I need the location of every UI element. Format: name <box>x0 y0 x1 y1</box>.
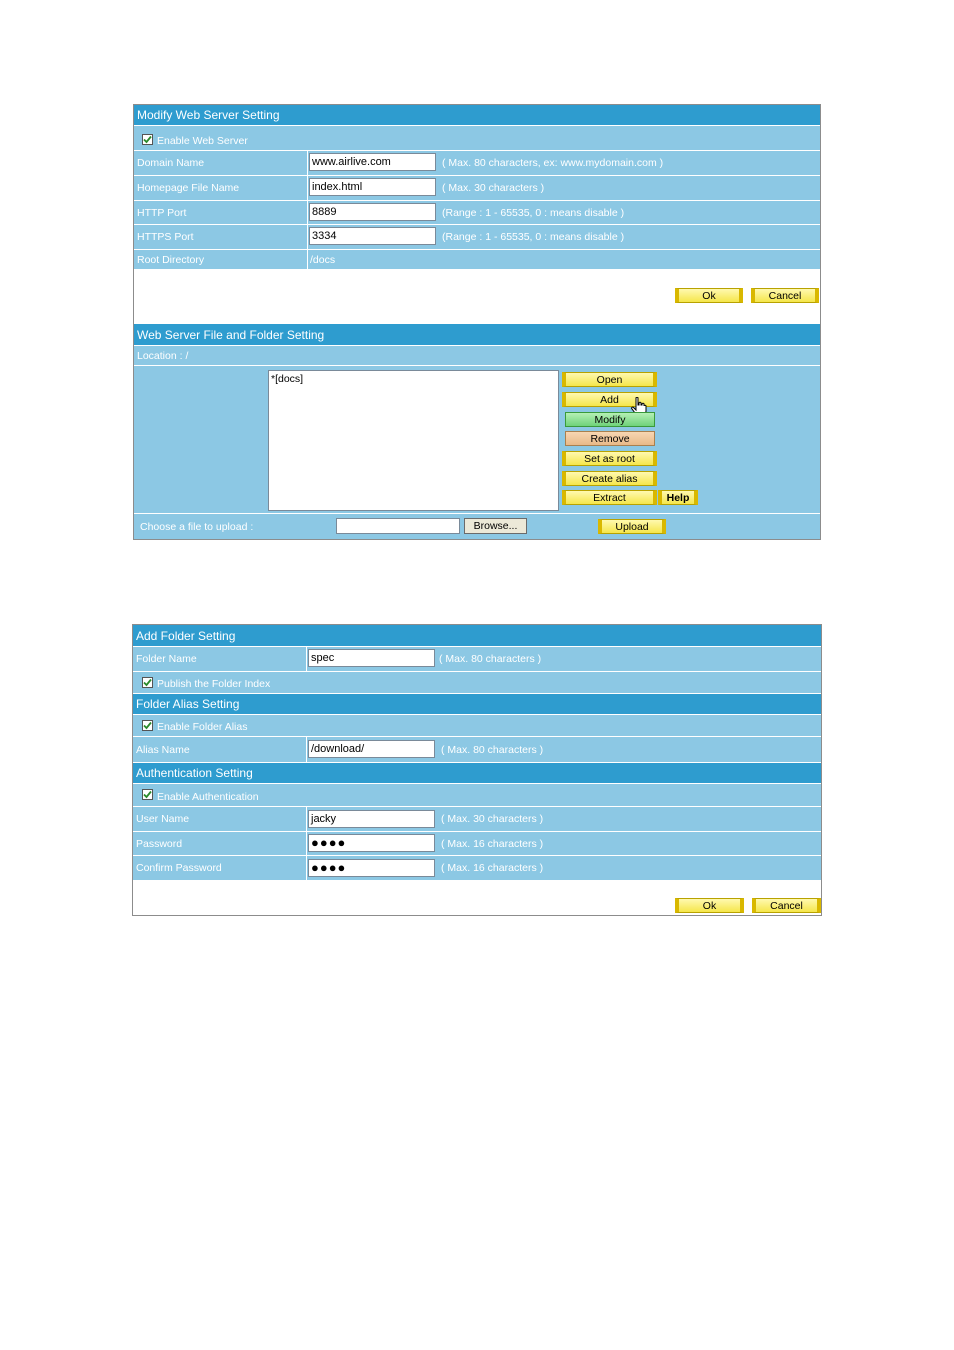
http-port-input[interactable]: 8889 <box>309 203 436 221</box>
enable-web-server-row <box>134 125 820 150</box>
https-port-input[interactable]: 3334 <box>309 227 436 245</box>
enable-auth-label: Enable Authentication <box>157 791 259 803</box>
row-divider <box>306 807 307 831</box>
http-port-row <box>134 200 820 224</box>
confirm-password-input[interactable]: ●●●● <box>308 859 435 877</box>
confirm-password-hint: ( Max. 16 characters ) <box>441 862 544 874</box>
enable-web-server-label: Enable Web Server <box>157 135 248 147</box>
enable-web-server-checkbox[interactable] <box>142 134 153 145</box>
publish-index-row <box>133 671 821 693</box>
check-icon <box>143 721 152 730</box>
user-name-hint: ( Max. 30 characters ) <box>441 813 544 825</box>
domain-row <box>134 150 820 175</box>
http-port-hint: (Range : 1 - 65535, 0 : means disable ) <box>442 206 625 219</box>
publish-index-checkbox[interactable] <box>142 677 153 688</box>
user-name-input[interactable]: jacky <box>308 810 435 828</box>
homepage-hint: ( Max. 30 characters ) <box>442 182 545 194</box>
https-port-hint: (Range : 1 - 65535, 0 : means disable ) <box>442 231 625 243</box>
publish-index-label: Publish the Folder Index <box>157 678 271 690</box>
extract-button[interactable]: Extract <box>562 490 657 505</box>
upload-button[interactable]: Upload <box>598 519 666 534</box>
password-hint: ( Max. 16 characters ) <box>441 837 544 850</box>
add-folder-header: Add Folder Setting <box>133 625 821 646</box>
upload-row <box>134 513 820 539</box>
row-divider <box>307 151 308 175</box>
enable-alias-row <box>133 714 821 736</box>
help-button[interactable]: Help <box>658 490 698 505</box>
row-divider <box>307 250 308 269</box>
folder-name-row <box>133 646 821 671</box>
password-label: Password <box>136 837 183 850</box>
password-input[interactable]: ●●●● <box>308 834 435 852</box>
folder-name-input[interactable]: spec <box>308 649 435 667</box>
http-port-label: HTTP Port <box>137 206 187 219</box>
file-folder-header: Web Server File and Folder Setting <box>134 324 820 345</box>
domain-hint: ( Max. 80 characters, ex: www.mydomain.com ) <box>442 157 664 169</box>
file-list[interactable] <box>268 370 559 511</box>
alias-name-row <box>133 736 821 762</box>
file-list-row <box>134 365 820 513</box>
upload-label: Choose a file to upload : <box>140 520 254 533</box>
authentication-header: Authentication Setting <box>133 762 821 783</box>
row-divider <box>306 647 307 671</box>
check-icon <box>143 135 152 144</box>
location-label: Location : / <box>137 349 189 362</box>
alias-name-input[interactable]: /download/ <box>308 740 435 758</box>
root-directory-row <box>134 249 820 269</box>
web-cancel-button[interactable]: Cancel <box>751 288 819 303</box>
create-alias-button[interactable]: Create alias <box>562 471 657 486</box>
folder-name-hint: ( Max. 80 characters ) <box>439 653 542 665</box>
row-divider <box>306 856 307 880</box>
row-divider <box>307 225 308 249</box>
folder-alias-header: Folder Alias Setting <box>133 693 821 714</box>
list-item[interactable]: *[docs] <box>271 373 304 385</box>
web-ok-button[interactable]: Ok <box>675 288 743 303</box>
confirm-password-row <box>133 855 821 880</box>
password-row <box>133 831 821 855</box>
row-divider <box>306 737 307 762</box>
web-server-header: Modify Web Server Setting <box>134 105 820 125</box>
location-row <box>134 345 820 365</box>
row-divider <box>307 201 308 224</box>
enable-auth-row <box>133 783 821 806</box>
row-divider <box>307 176 308 200</box>
add-folder-panel <box>132 624 822 916</box>
enable-alias-label: Enable Folder Alias <box>157 721 248 733</box>
check-icon <box>143 790 152 799</box>
row-divider <box>306 832 307 855</box>
homepage-label: Homepage File Name <box>137 182 240 194</box>
folder-ok-button[interactable]: Ok <box>675 898 744 913</box>
set-as-root-button[interactable]: Set as root <box>562 451 657 466</box>
folder-cancel-button[interactable]: Cancel <box>752 898 821 913</box>
root-directory-value: /docs <box>310 253 336 266</box>
user-name-row <box>133 806 821 831</box>
domain-label: Domain Name <box>137 157 205 169</box>
alias-name-hint: ( Max. 80 characters ) <box>441 743 544 756</box>
browse-button[interactable]: Browse... <box>464 518 527 534</box>
folder-name-label: Folder Name <box>136 653 197 665</box>
enable-auth-checkbox[interactable] <box>142 789 153 800</box>
modify-button[interactable]: Modify <box>565 412 655 427</box>
remove-button[interactable]: Remove <box>565 431 655 446</box>
upload-file-input[interactable] <box>336 518 460 534</box>
check-icon <box>143 678 152 687</box>
homepage-input[interactable]: index.html <box>309 178 436 196</box>
enable-alias-checkbox[interactable] <box>142 720 153 731</box>
domain-input[interactable]: www.airlive.com <box>309 153 436 171</box>
root-directory-label: Root Directory <box>137 253 205 266</box>
confirm-password-label: Confirm Password <box>136 862 222 874</box>
user-name-label: User Name <box>136 813 190 825</box>
add-button[interactable]: Add <box>562 392 657 407</box>
https-port-row <box>134 224 820 249</box>
homepage-row <box>134 175 820 200</box>
alias-name-label: Alias Name <box>136 743 190 756</box>
web-server-panel <box>133 104 821 540</box>
open-button[interactable]: Open <box>562 372 657 387</box>
https-port-label: HTTPS Port <box>137 231 194 243</box>
